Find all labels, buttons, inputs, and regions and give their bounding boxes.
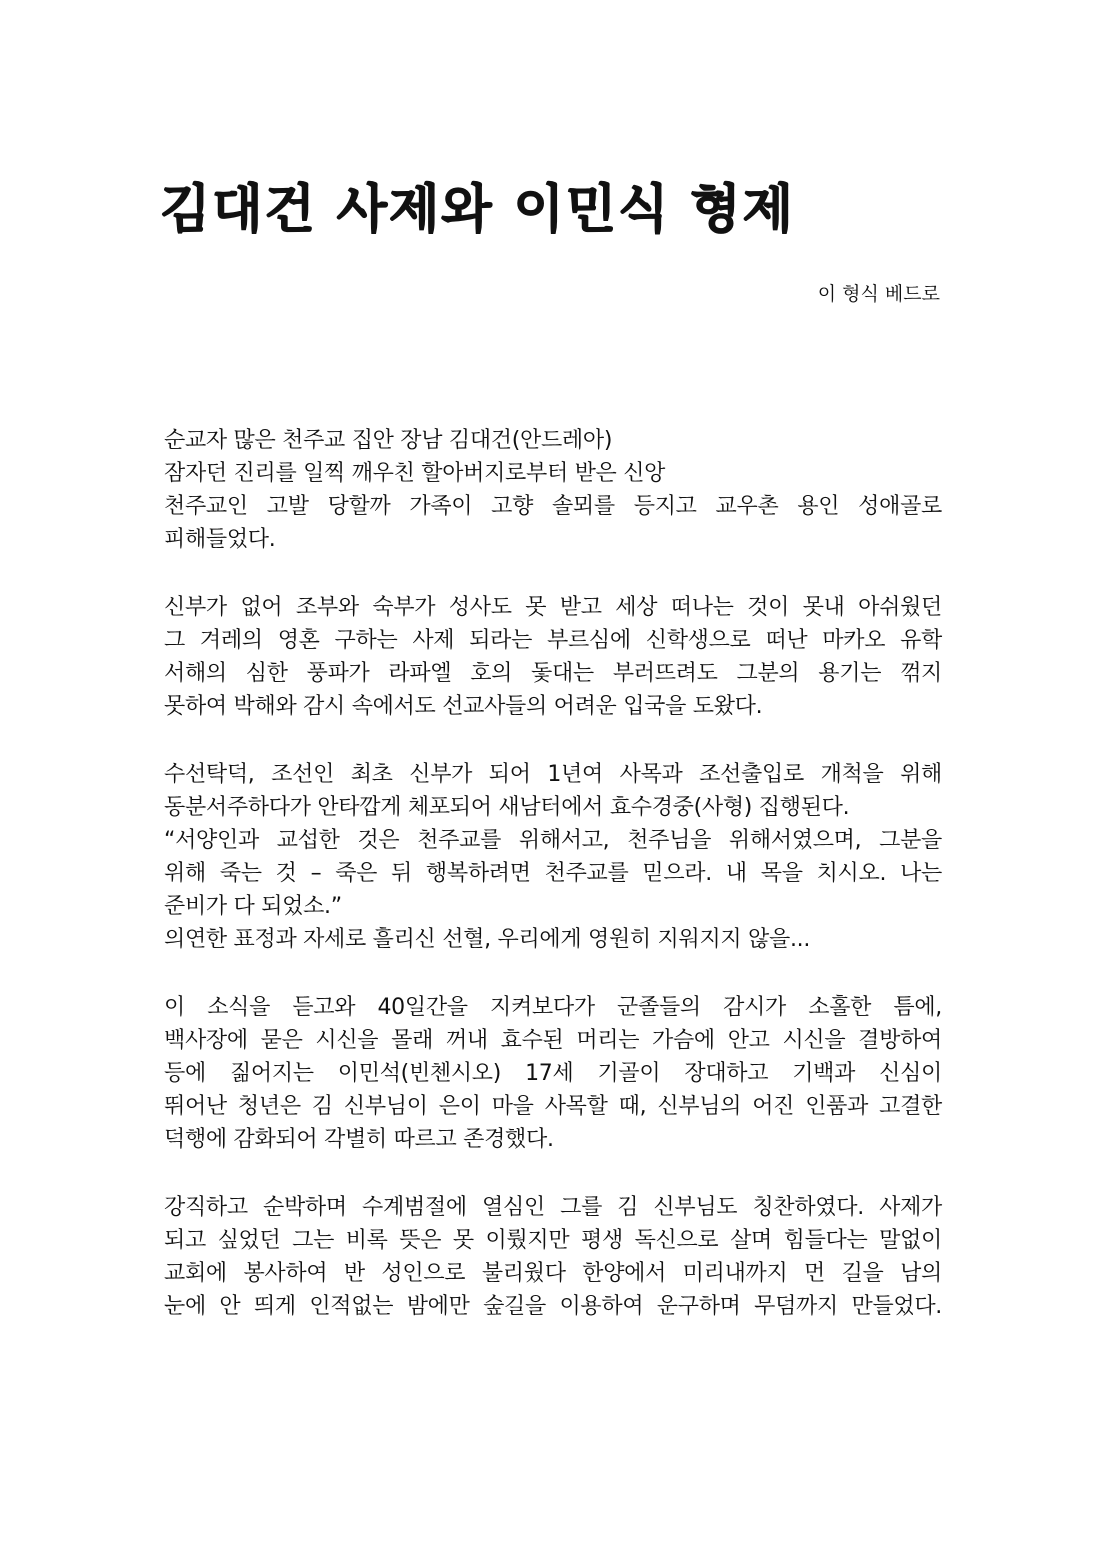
text-line: 신부가 없어 조부와 숙부가 성사도 못 받고 세상 떠나는 것이 못내 아쉬웠던 [164,595,942,620]
text-line: 동분서주하다가 안타깝게 체포되어 새남터에서 효수경중(사형) 집행된다. [164,795,850,820]
text-line: 천주교인 고발 당할까 가족이 고향 솔뫼를 등지고 교우촌 용인 성애골로 [164,494,942,519]
text-line: 그 겨레의 영혼 구하는 사제 되라는 부르심에 신학생으로 떠난 마카오 유학 [164,628,942,653]
document-title: 김대건 사제와 이민식 형제 [160,180,795,240]
text-line: 잠자던 진리를 일찍 깨우친 할아버지로부터 받은 신앙 [164,461,666,486]
text-line: 백사장에 묻은 시신을 몰래 꺼내 효수된 머리는 가슴에 안고 시신을 결방하여 [164,1028,942,1053]
paragraph [164,1191,942,1323]
text-line: “서양인과 교섭한 것은 천주교를 위해서고, 천주님을 위해서였으며, 그분을 [164,828,942,853]
text-line: 피해들었다. [164,527,276,552]
author-name: 이 형식 베드로 [817,283,940,305]
document-body [164,424,942,1358]
text-line: 강직하고 순박하며 수계범절에 열심인 그를 김 신부님도 칭찬하였다. 사제가 [164,1195,942,1220]
text-line: 눈에 안 띄게 인적없는 밤에만 숲길을 이용하여 운구하며 무덤까지 만들었다. [164,1294,942,1319]
paragraph [164,424,942,556]
text-line: 준비가 다 되었소.” [164,894,342,919]
text-line: 의연한 표정과 자세로 흘리신 선혈, 우리에게 영원히 지워지지 않을... [164,927,811,952]
paragraph [164,991,942,1156]
text-line: 순교자 많은 천주교 집안 장남 김대건(안드레아) [164,428,613,453]
text-line: 못하여 박해와 감시 속에서도 선교사들의 어려운 입국을 도왔다. [164,694,763,719]
text-line: 수선탁덕, 조선인 최초 신부가 되어 1년여 사목과 조선출입로 개척을 위해 [164,762,942,787]
text-line: 서해의 심한 풍파가 라파엘 호의 돛대는 부러뜨려도 그분의 용기는 꺾지 [164,661,942,686]
text-line: 교회에 봉사하여 반 성인으로 불리웠다 한양에서 미리내까지 먼 길을 남의 [164,1261,942,1286]
text-line: 뛰어난 청년은 김 신부님이 은이 마을 사목할 때, 신부님의 어진 인품과 고결한 [164,1094,942,1119]
text-line: 되고 싶었던 그는 비록 뜻은 못 이뤘지만 평생 독신으로 살며 힘들다는 말없이 [164,1228,942,1253]
text-line: 덕행에 감화되어 각별히 따르고 존경했다. [164,1127,554,1152]
text-line: 위해 죽는 것 – 죽은 뒤 행복하려면 천주교를 믿으라. 내 목을 치시오. 나는 [164,861,942,886]
text-line: 이 소식을 듣고와 40일간을 지켜보다가 군졸들의 감시가 소홀한 틈에, [164,995,942,1020]
paragraph [164,758,942,956]
paragraph [164,591,942,723]
text-line: 등에 짊어지는 이민석(빈첸시오) 17세 기골이 장대하고 기백과 신심이 [164,1061,942,1086]
